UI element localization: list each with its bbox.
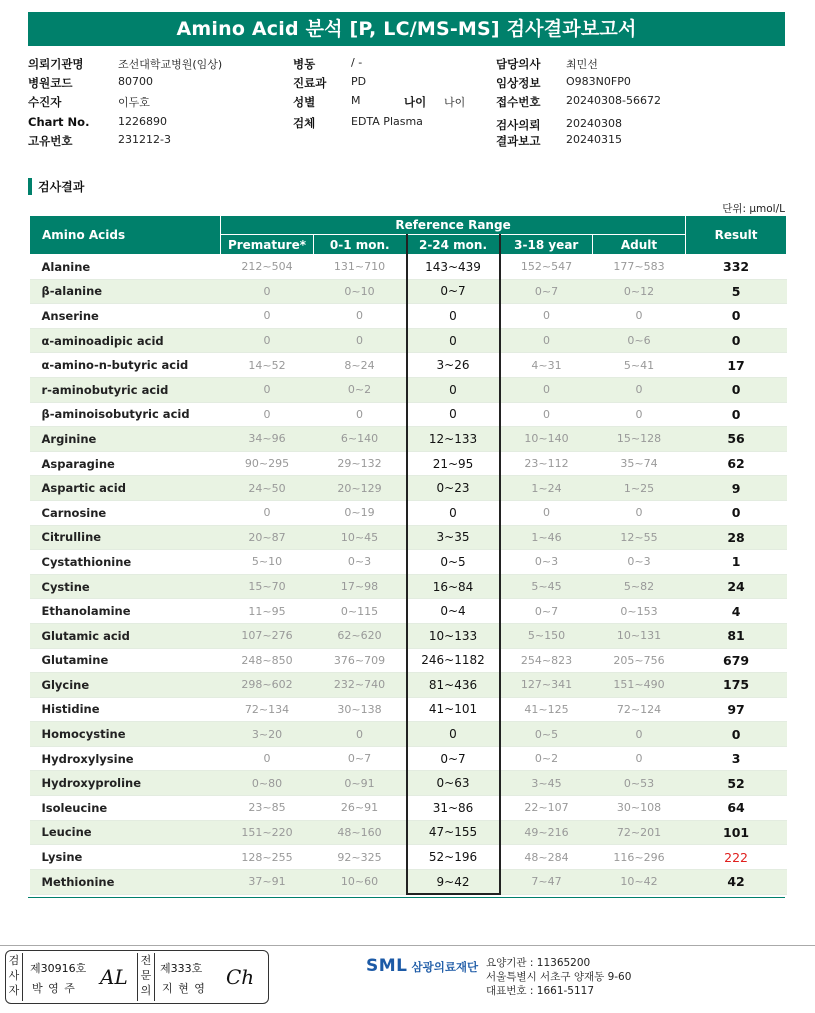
reference-value: 5~41 (593, 353, 686, 378)
amino-acid-name: α-amino-n-butyric acid (30, 353, 221, 378)
table-row (30, 599, 787, 624)
reference-value: 10~45 (314, 525, 407, 550)
footer-rule (0, 945, 815, 946)
reference-value: 0 (221, 279, 314, 304)
info-key: 고유번호 (28, 134, 73, 148)
amino-acid-name: Aspartic acid (30, 476, 221, 501)
reference-value: 22~107 (500, 796, 593, 821)
label-char: 의 (140, 984, 152, 997)
reference-value: 10~140 (500, 427, 593, 452)
reference-value: 0~91 (314, 771, 407, 796)
header-ref-col: 2-24 mon. (407, 235, 500, 255)
reference-value: 131~710 (314, 255, 407, 280)
reference-value: 0 (407, 304, 500, 329)
info-value: PD (351, 75, 367, 88)
reference-value: 254~823 (500, 648, 593, 673)
result-value: 9 (686, 476, 787, 501)
signature-box (5, 950, 269, 1004)
table-row (30, 451, 787, 476)
contact-line: 요양기관 : 11365200 (486, 957, 591, 969)
reference-value: 128~255 (221, 845, 314, 870)
reference-value: 0~6 (593, 328, 686, 353)
reference-value: 26~91 (314, 796, 407, 821)
reference-value: 30~138 (314, 697, 407, 722)
reference-value: 41~101 (407, 697, 500, 722)
reference-value: 0~63 (407, 771, 500, 796)
table-row (30, 427, 787, 452)
info-value: 1226890 (118, 115, 167, 128)
result-value: 0 (686, 402, 787, 427)
reference-value: 23~112 (500, 451, 593, 476)
result-value: 17 (686, 353, 787, 378)
table-row (30, 796, 787, 821)
info-value: 20240308-56672 (566, 94, 661, 107)
reference-value: 20~129 (314, 476, 407, 501)
reference-value: 14~52 (221, 353, 314, 378)
reference-value: 20~87 (221, 525, 314, 550)
reference-value: 0~23 (407, 476, 500, 501)
reference-value: 0~7 (500, 279, 593, 304)
result-value: 0 (686, 328, 787, 353)
info-value: EDTA Plasma (351, 115, 423, 128)
reference-value: 92~325 (314, 845, 407, 870)
reference-value: 1~46 (500, 525, 593, 550)
reference-value: 127~341 (500, 673, 593, 698)
reference-value: 3~35 (407, 525, 500, 550)
result-value: 52 (686, 771, 787, 796)
specialist-signature: Ch (226, 965, 255, 989)
reference-value: 0~3 (314, 550, 407, 575)
reference-value: 41~125 (500, 697, 593, 722)
reference-value: 0~5 (407, 550, 500, 575)
reference-value: 0 (593, 722, 686, 747)
table-row (30, 476, 787, 501)
amino-acid-name: Alanine (30, 255, 221, 280)
label-char: 문 (140, 969, 152, 982)
section-header (28, 178, 84, 198)
result-value: 0 (686, 500, 787, 525)
info-key: 결과보고 (496, 134, 541, 148)
reference-value: 298~602 (221, 673, 314, 698)
reference-value: 0~7 (407, 746, 500, 771)
result-value: 97 (686, 697, 787, 722)
reference-value: 12~55 (593, 525, 686, 550)
info-value: 조선대학교병원(임상) (118, 58, 223, 71)
reference-value: 21~95 (407, 451, 500, 476)
header-ref-col: Adult (593, 235, 686, 255)
reference-value: 151~220 (221, 820, 314, 845)
amino-acid-name: Glutamine (30, 648, 221, 673)
inspector-label (6, 953, 23, 1001)
info-key: 검체 (293, 116, 316, 130)
amino-acid-name: Glycine (30, 673, 221, 698)
reference-value: 0~3 (500, 550, 593, 575)
amino-acid-name: Homocystine (30, 722, 221, 747)
table-row (30, 722, 787, 747)
info-value: 231212-3 (118, 133, 171, 146)
info-key: 성별 (293, 95, 316, 109)
table-row (30, 820, 787, 845)
reference-value: 0 (221, 500, 314, 525)
reference-value: 0 (593, 304, 686, 329)
sml-logo (366, 956, 478, 976)
reference-value: 0~4 (407, 599, 500, 624)
reference-value: 205~756 (593, 648, 686, 673)
contact-info (486, 956, 631, 998)
result-value: 222 (686, 845, 787, 870)
info-key: 의뢰기관명 (28, 57, 84, 71)
reference-value: 0 (407, 500, 500, 525)
info-key: 접수번호 (496, 95, 541, 109)
reference-value: 0~10 (314, 279, 407, 304)
logo-mark: SML (366, 956, 408, 976)
result-value: 42 (686, 869, 787, 894)
reference-value: 1~24 (500, 476, 593, 501)
results-table (29, 215, 787, 895)
reference-value: 143~439 (407, 255, 500, 280)
reference-value: 0~5 (500, 722, 593, 747)
result-value: 3 (686, 746, 787, 771)
info-key: Chart No. (28, 115, 90, 129)
reference-value: 177~583 (593, 255, 686, 280)
reference-value: 0 (593, 746, 686, 771)
reference-value: 0~7 (314, 746, 407, 771)
table-row (30, 525, 787, 550)
table-row (30, 550, 787, 575)
amino-acid-name: Citrulline (30, 525, 221, 550)
result-value: 56 (686, 427, 787, 452)
specialist-license: 제333호 (160, 962, 203, 975)
info-value: 이두호 (118, 96, 150, 109)
amino-acid-name: Histidine (30, 697, 221, 722)
reference-value: 0 (407, 722, 500, 747)
header-ref-col: 0-1 mon. (314, 235, 407, 255)
amino-acid-name: Anserine (30, 304, 221, 329)
header-result: Result (686, 216, 787, 255)
contact-line: 대표번호 : 1661-5117 (486, 985, 595, 997)
reference-value: 4~31 (500, 353, 593, 378)
reference-value: 0 (500, 402, 593, 427)
reference-value: 5~10 (221, 550, 314, 575)
reference-value: 31~86 (407, 796, 500, 821)
label-char: 사 (8, 969, 20, 982)
result-value: 5 (686, 279, 787, 304)
amino-acid-name: Asparagine (30, 451, 221, 476)
table-row (30, 673, 787, 698)
age-value: 나이 (444, 96, 466, 109)
result-value: 0 (686, 304, 787, 329)
reference-value: 0 (500, 500, 593, 525)
amino-acid-name: Hydroxylysine (30, 746, 221, 771)
table-row (30, 500, 787, 525)
header-ref-col: Premature* (221, 235, 314, 255)
reference-value: 37~91 (221, 869, 314, 894)
reference-value: 81~436 (407, 673, 500, 698)
reference-value: 30~108 (593, 796, 686, 821)
table-row (30, 328, 787, 353)
amino-acid-name: Hydroxyproline (30, 771, 221, 796)
info-value: 80700 (118, 75, 153, 88)
table-row (30, 697, 787, 722)
reference-value: 35~74 (593, 451, 686, 476)
amino-acid-name: Isoleucine (30, 796, 221, 821)
result-value: 81 (686, 623, 787, 648)
table-bottom-rule (28, 897, 785, 898)
reference-value: 0~153 (593, 599, 686, 624)
reference-value: 232~740 (314, 673, 407, 698)
reference-value: 5~150 (500, 623, 593, 648)
result-value: 24 (686, 574, 787, 599)
reference-value: 0 (407, 328, 500, 353)
reference-value: 0~7 (500, 599, 593, 624)
amino-acid-name: Cystine (30, 574, 221, 599)
reference-value: 48~160 (314, 820, 407, 845)
reference-value: 48~284 (500, 845, 593, 870)
reference-value: 0~12 (593, 279, 686, 304)
reference-value: 0~53 (593, 771, 686, 796)
reference-value: 248~850 (221, 648, 314, 673)
reference-value: 0 (221, 746, 314, 771)
amino-acid-name: Cystathionine (30, 550, 221, 575)
result-value: 4 (686, 599, 787, 624)
amino-acid-name: r-aminobutyric acid (30, 377, 221, 402)
reference-value: 5~82 (593, 574, 686, 599)
reference-value: 3~45 (500, 771, 593, 796)
amino-acid-name: Lysine (30, 845, 221, 870)
section-title: 검사결과 (38, 180, 85, 194)
reference-value: 0 (221, 402, 314, 427)
reference-value: 0~2 (500, 746, 593, 771)
reference-value: 0 (221, 377, 314, 402)
info-key: 임상정보 (496, 76, 541, 90)
reference-value: 3~26 (407, 353, 500, 378)
reference-value: 5~45 (500, 574, 593, 599)
reference-value: 72~201 (593, 820, 686, 845)
patient-info (28, 56, 788, 152)
table-row (30, 304, 787, 329)
reference-value: 0 (314, 304, 407, 329)
table-row (30, 574, 787, 599)
result-value: 332 (686, 255, 787, 280)
reference-value: 151~490 (593, 673, 686, 698)
info-value: O983N0FP0 (566, 75, 631, 88)
unit-label: 단위: μmol/L (722, 203, 785, 215)
reference-value: 0 (407, 402, 500, 427)
reference-value: 17~98 (314, 574, 407, 599)
reference-value: 52~196 (407, 845, 500, 870)
info-key: 병원코드 (28, 76, 73, 90)
result-value: 679 (686, 648, 787, 673)
label-char: 검 (8, 954, 20, 967)
reference-value: 376~709 (314, 648, 407, 673)
inspector-license: 제30916호 (30, 962, 87, 975)
report-title: Amino Acid 분석 [P, LC/MS-MS] 검사결과보고서 (28, 12, 785, 46)
reference-value: 0 (500, 328, 593, 353)
table-row (30, 402, 787, 427)
reference-value: 24~50 (221, 476, 314, 501)
reference-value: 0 (500, 304, 593, 329)
table-row (30, 353, 787, 378)
reference-value: 0 (407, 377, 500, 402)
reference-value: 0 (314, 402, 407, 427)
result-value: 62 (686, 451, 787, 476)
info-value: M (351, 94, 361, 107)
result-value: 28 (686, 525, 787, 550)
specialist-name: 지 현 영 (162, 982, 206, 995)
reference-value: 6~140 (314, 427, 407, 452)
result-value: 101 (686, 820, 787, 845)
age-label: 나이 (404, 95, 427, 109)
reference-value: 10~42 (593, 869, 686, 894)
reference-value: 0 (221, 328, 314, 353)
reference-value: 0~2 (314, 377, 407, 402)
table-row (30, 377, 787, 402)
table-row (30, 771, 787, 796)
amino-acid-name: Arginine (30, 427, 221, 452)
amino-acid-name: Methionine (30, 869, 221, 894)
result-value: 64 (686, 796, 787, 821)
reference-value: 1~25 (593, 476, 686, 501)
section-accent-bar (28, 178, 32, 195)
info-value: 20240308 (566, 117, 622, 130)
header-ref-col: 3-18 year (500, 235, 593, 255)
header-reference-range: Reference Range (221, 216, 686, 235)
table-row (30, 845, 787, 870)
amino-acid-name: Ethanolamine (30, 599, 221, 624)
reference-value: 72~134 (221, 697, 314, 722)
reference-value: 0 (314, 722, 407, 747)
reference-value: 11~95 (221, 599, 314, 624)
reference-value: 107~276 (221, 623, 314, 648)
reference-value: 0 (593, 402, 686, 427)
reference-value: 0~3 (593, 550, 686, 575)
info-value: 20240315 (566, 133, 622, 146)
reference-value: 0~115 (314, 599, 407, 624)
reference-value: 23~85 (221, 796, 314, 821)
reference-value: 12~133 (407, 427, 500, 452)
label-char: 자 (8, 984, 20, 997)
amino-acid-name: Leucine (30, 820, 221, 845)
info-key: 담당의사 (496, 57, 541, 71)
result-value: 0 (686, 377, 787, 402)
reference-value: 246~1182 (407, 648, 500, 673)
reference-value: 34~96 (221, 427, 314, 452)
amino-acid-name: β-alanine (30, 279, 221, 304)
result-value: 0 (686, 722, 787, 747)
amino-acid-name: Glutamic acid (30, 623, 221, 648)
specialist-label (137, 953, 155, 1001)
organization-name: 삼광의료재단 (411, 960, 479, 974)
reference-value: 62~620 (314, 623, 407, 648)
contact-line: 서울특별시 서초구 양재동 9-60 (486, 971, 632, 983)
reference-value: 72~124 (593, 697, 686, 722)
result-value: 1 (686, 550, 787, 575)
amino-acid-name: α-aminoadipic acid (30, 328, 221, 353)
reference-value: 3~20 (221, 722, 314, 747)
reference-value: 16~84 (407, 574, 500, 599)
reference-value: 0~19 (314, 500, 407, 525)
reference-value: 7~47 (500, 869, 593, 894)
reference-value: 8~24 (314, 353, 407, 378)
table-row (30, 648, 787, 673)
reference-value: 0~80 (221, 771, 314, 796)
reference-value: 15~70 (221, 574, 314, 599)
reference-value: 15~128 (593, 427, 686, 452)
reference-value: 29~132 (314, 451, 407, 476)
reference-value: 9~42 (407, 869, 500, 894)
inspector-name: 박 영 주 (32, 982, 76, 995)
result-value: 175 (686, 673, 787, 698)
inspector-signature: AL (100, 965, 128, 989)
reference-value: 47~155 (407, 820, 500, 845)
info-value: / - (351, 56, 363, 69)
reference-value: 49~216 (500, 820, 593, 845)
reference-value: 90~295 (221, 451, 314, 476)
reference-value: 0 (593, 377, 686, 402)
reference-value: 116~296 (593, 845, 686, 870)
amino-acid-name: β-aminoisobutyric acid (30, 402, 221, 427)
reference-value: 0 (500, 377, 593, 402)
reference-value: 10~60 (314, 869, 407, 894)
info-key: 진료과 (293, 76, 327, 90)
reference-value: 0 (221, 304, 314, 329)
table-row (30, 255, 787, 280)
reference-value: 10~133 (407, 623, 500, 648)
label-char: 전 (140, 954, 152, 967)
reference-value: 0~7 (407, 279, 500, 304)
reference-value: 212~504 (221, 255, 314, 280)
table-row (30, 746, 787, 771)
amino-acid-name: Carnosine (30, 500, 221, 525)
info-key: 수진자 (28, 95, 62, 109)
reference-value: 152~547 (500, 255, 593, 280)
header-amino-acids: Amino Acids (30, 216, 221, 255)
table-row (30, 279, 787, 304)
info-key: 병동 (293, 57, 316, 71)
table-row (30, 623, 787, 648)
reference-value: 0 (314, 328, 407, 353)
info-key: 검사의뢰 (496, 118, 541, 132)
info-value: 최민선 (566, 58, 598, 71)
reference-value: 0 (593, 500, 686, 525)
table-row (30, 869, 787, 894)
reference-value: 10~131 (593, 623, 686, 648)
